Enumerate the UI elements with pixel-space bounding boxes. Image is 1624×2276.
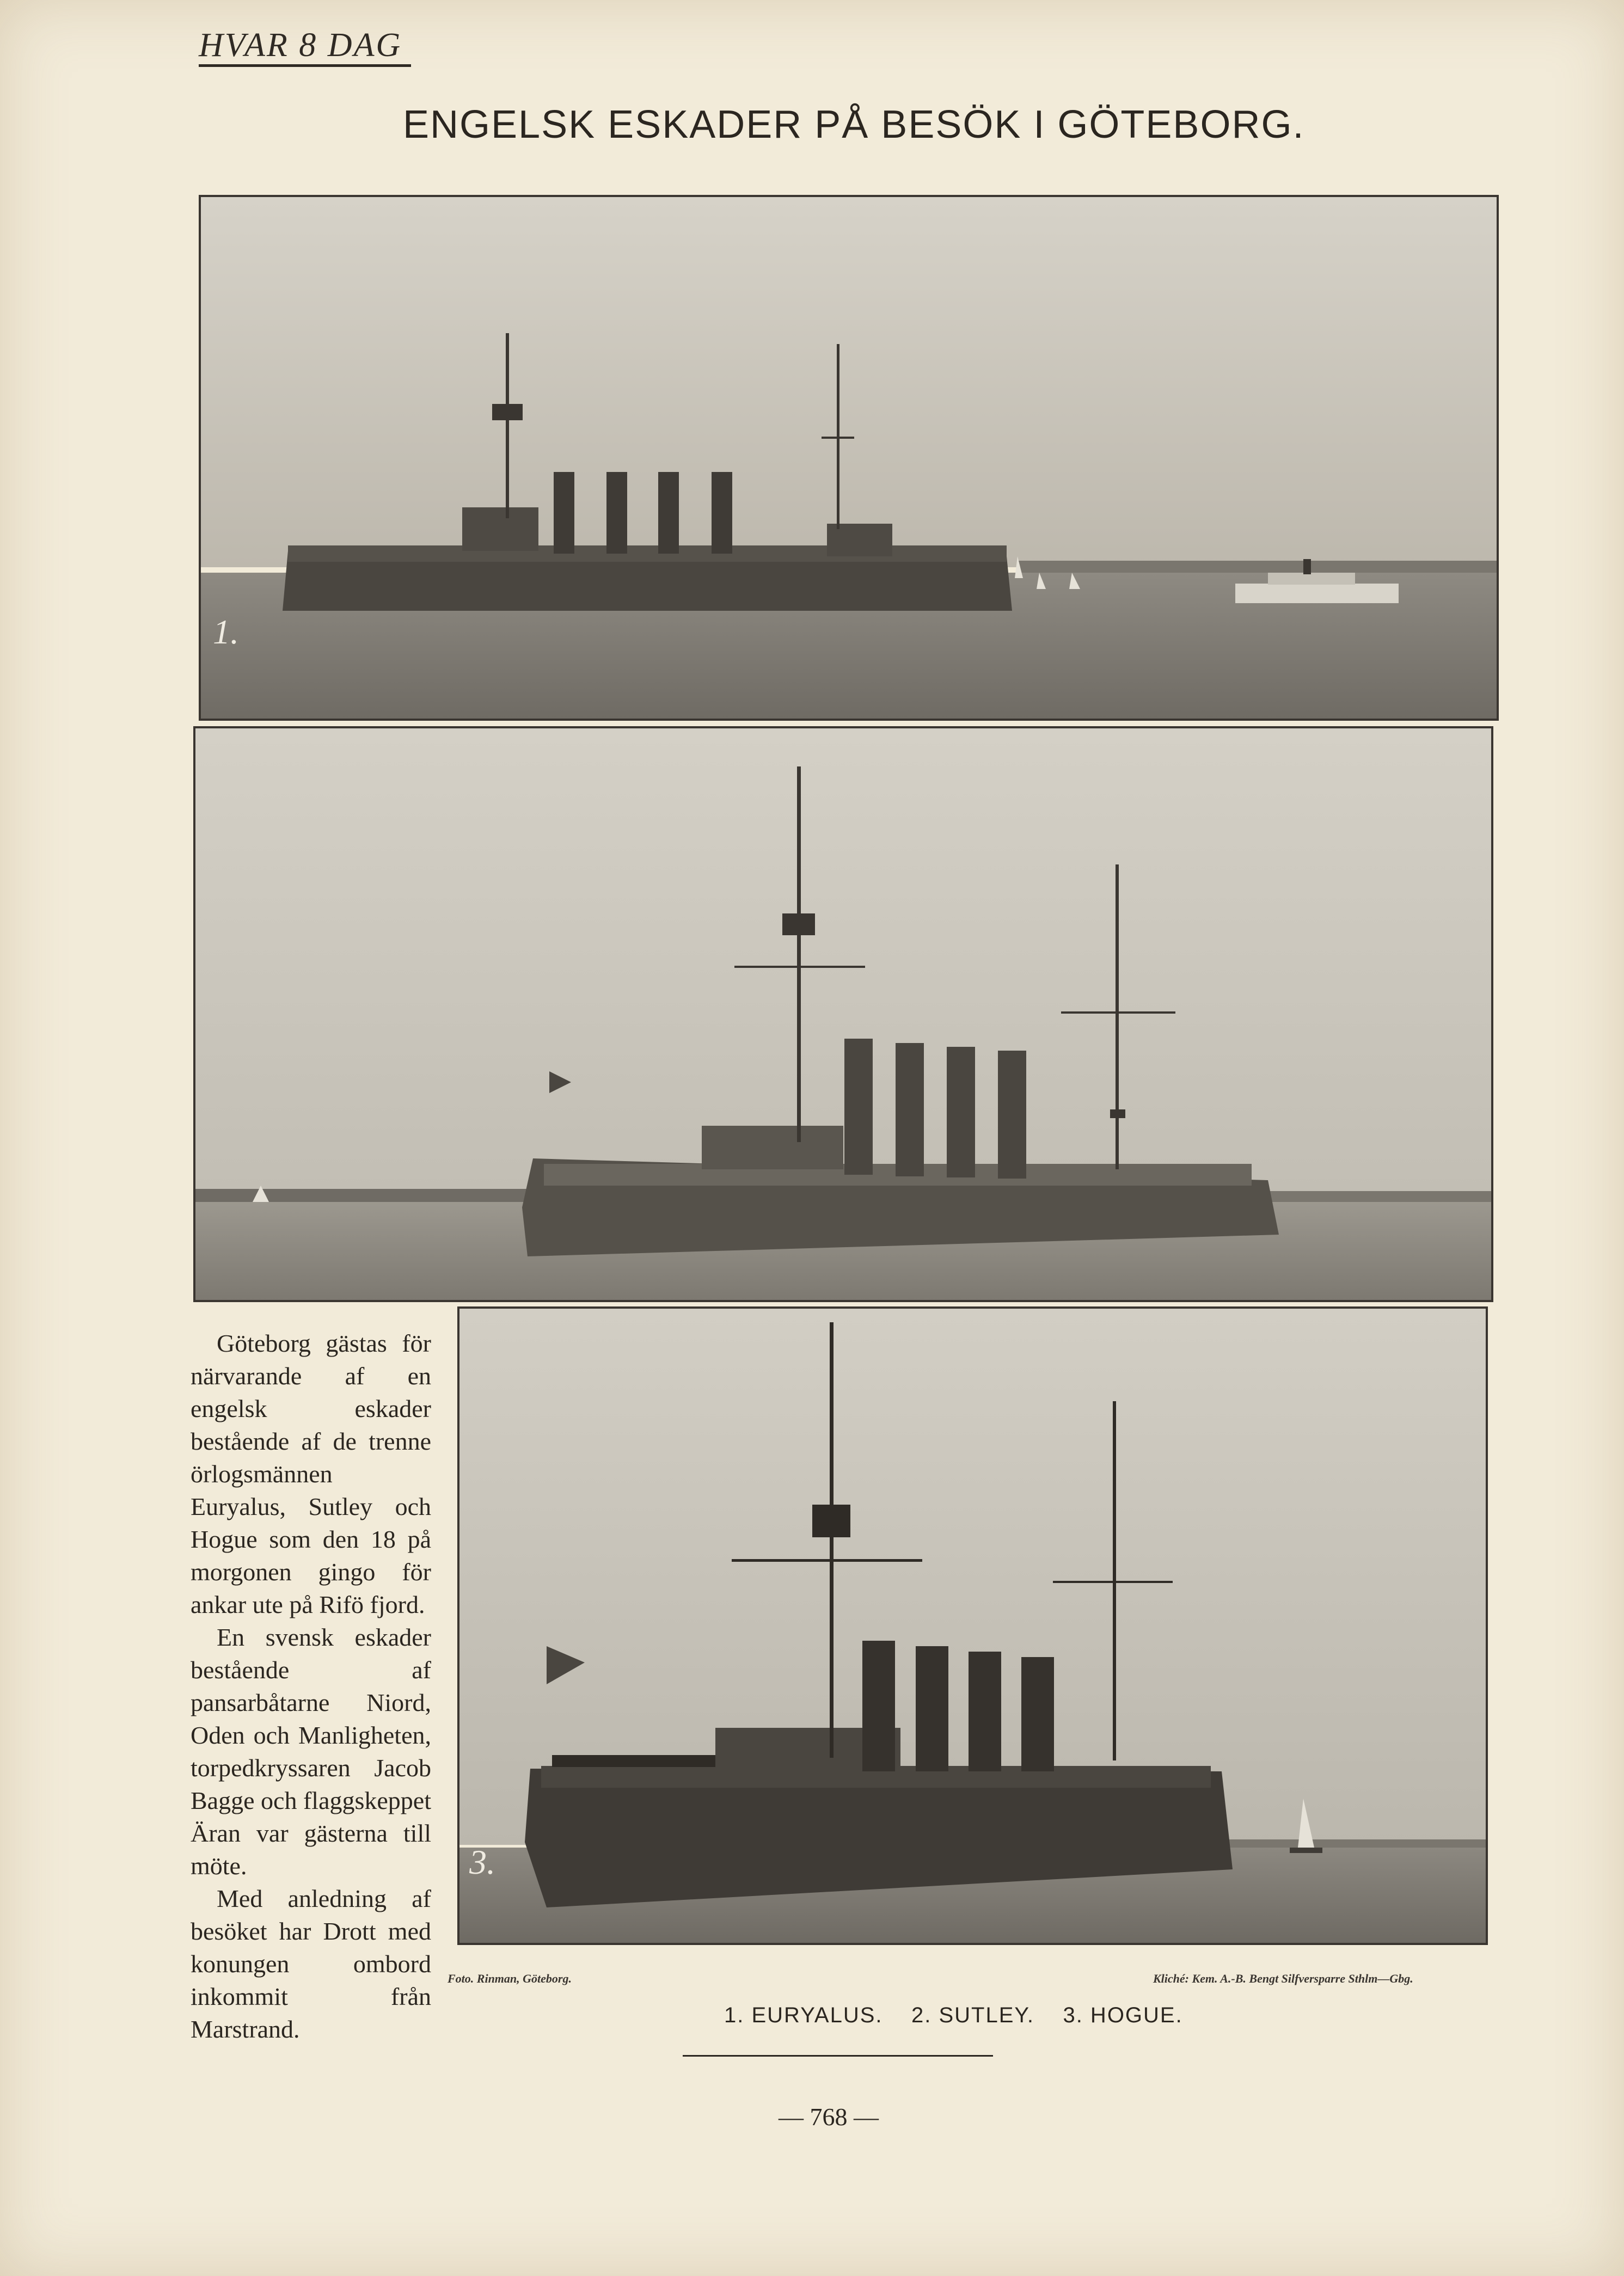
caption-rule: [683, 2055, 993, 2057]
photo-hogue: [457, 1306, 1488, 1945]
article-body: [191, 1327, 431, 2046]
page-number: — 768 —: [779, 2103, 879, 2131]
photo-captions: 1. EURYALUS. 2. SUTLEY. 3. HOGUE.: [724, 2003, 1183, 2027]
paragraph-1: Göteborg gästas för närvarande af en engelsk eskader bestående af de trenne örlogsmännen Euryalus, Sutley och Hogue som den 18 på morgonen gingo för ankar ute på Rifö fjord.: [191, 1329, 431, 1618]
page-title: ENGELSK ESKADER PÅ BESÖK I GÖTEBORG.: [403, 103, 1305, 146]
ship-photo-2: [195, 728, 1491, 1300]
photo-number-1: 1.: [213, 612, 239, 651]
paragraph-2: En svensk eskader bestående af pansarbåtarne Niord, Oden och Manligheten, torpedkryssaren Jacob Bagge och flaggskeppet Äran var gästerna till möte.: [191, 1623, 431, 1880]
cliche-credit: Kliché: Kem. A.-B. Bengt Silfversparre Sthlm—Gbg.: [1153, 1972, 1413, 1985]
photo-number-3: 3.: [469, 1843, 495, 1881]
photo-sutley: [193, 726, 1493, 1302]
ship-photo-3: [459, 1309, 1486, 1943]
running-head-rule: [199, 64, 411, 67]
photo-euryalus: [199, 195, 1499, 721]
running-head: HVAR 8 DAG: [199, 27, 402, 64]
paragraph-3: Med anledning af besöket har Drott med konungen ombord inkommit från Marstrand.: [191, 1885, 431, 2043]
photo-credit: Foto. Rinman, Göteborg.: [448, 1972, 572, 1985]
ship-photo-1: [201, 197, 1497, 719]
